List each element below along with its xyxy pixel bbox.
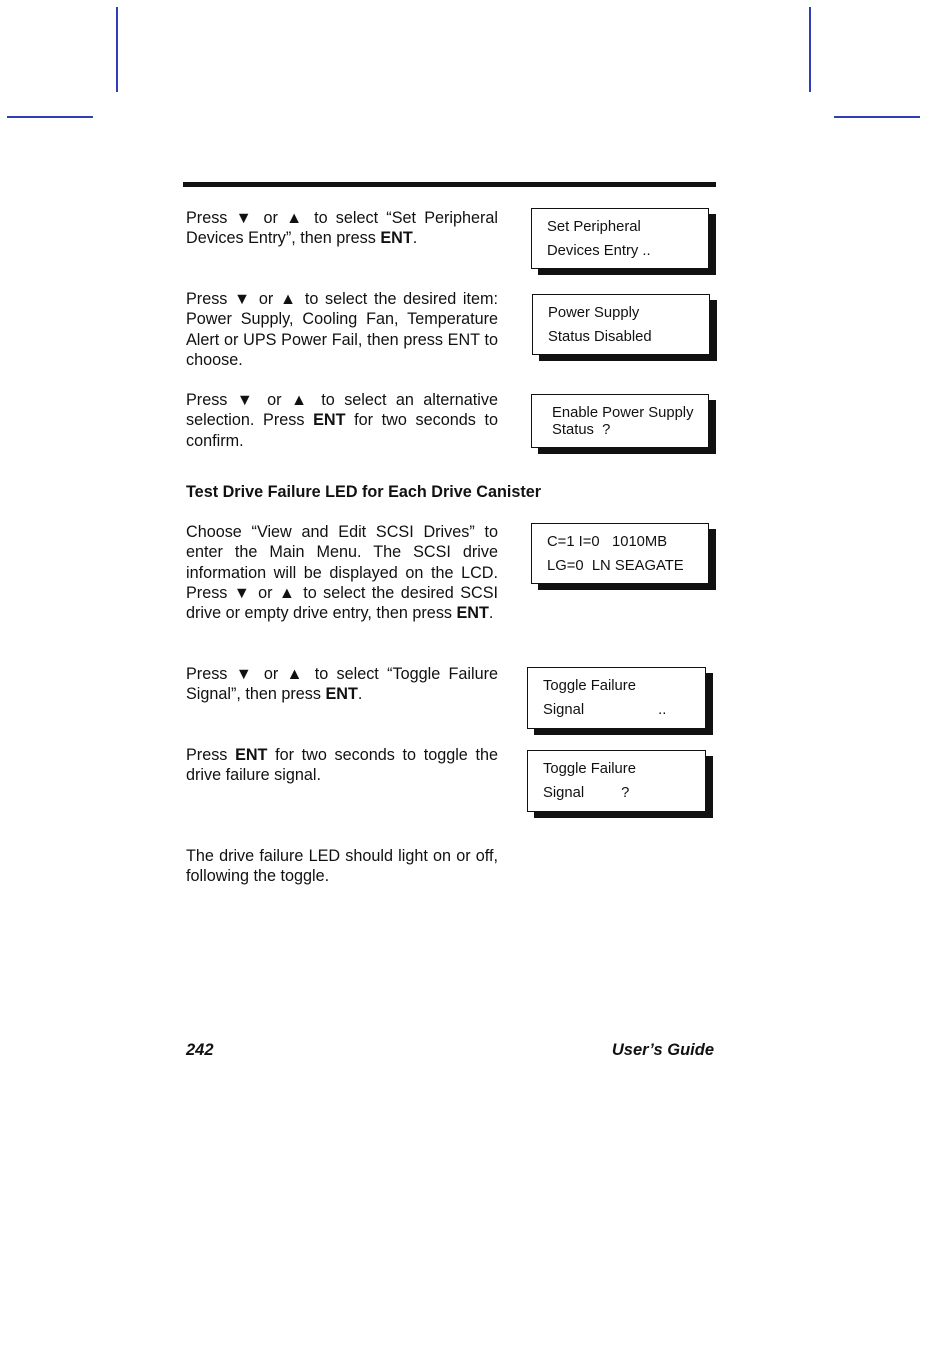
- instruction-select-toggle: Press ▼ or ▲ to select “Toggle Failure Signal”, then press ENT.: [186, 665, 498, 704]
- instruction-toggle-signal: Press ENT for two seconds to toggle the drive failure signal.: [186, 746, 498, 785]
- crop-mark-top-right-vertical: [809, 7, 811, 92]
- page-number: 242: [186, 1041, 214, 1059]
- lcd-line: C=1 I=0 1010MB: [547, 534, 668, 550]
- lcd-line: Set Peripheral: [547, 219, 641, 235]
- crop-mark-top-left-horizontal: [7, 116, 93, 118]
- crop-mark-top-left-vertical: [116, 7, 118, 92]
- lcd-line: Signal ?: [543, 785, 630, 801]
- section-heading: Test Drive Failure LED for Each Drive Canister: [186, 483, 542, 501]
- lcd-display: [532, 294, 710, 355]
- lcd-line: Power Supply: [548, 305, 640, 321]
- header-rule: [183, 182, 716, 187]
- crop-mark-top-right-horizontal: [834, 116, 920, 118]
- lcd-line: Enable Power Supply: [552, 405, 694, 421]
- lcd-display: [531, 523, 709, 584]
- lcd-line: LG=0 LN SEAGATE: [547, 558, 684, 574]
- guide-title: User’s Guide: [611, 1041, 714, 1059]
- lcd-line: Toggle Failure: [543, 678, 636, 694]
- lcd-display: [527, 667, 706, 729]
- lcd-display: [531, 208, 709, 269]
- lcd-display: [531, 394, 709, 448]
- closing-paragraph: The drive failure LED should light on or off, following the toggle.: [186, 847, 498, 886]
- lcd-line: Status Disabled: [548, 329, 652, 345]
- instruction-select-alternative: Press ▼ or ▲ to select an alternative selection. Press ENT for two seconds to confirm.: [186, 391, 498, 450]
- lcd-line: Status ?: [552, 422, 611, 438]
- lcd-line: Signal ..: [543, 702, 667, 718]
- instruction-select-peripheral: Press ▼ or ▲ to select “Set Peripheral Devices Entry”, then press ENT.: [186, 209, 498, 248]
- lcd-line: Toggle Failure: [543, 761, 636, 777]
- lcd-display: [527, 750, 706, 812]
- lcd-line: Devices Entry ..: [547, 243, 651, 259]
- instruction-view-scsi-drives: Choose “View and Edit SCSI Drives” to enter the Main Menu. The SCSI drive information will be displayed on the LCD. Press ▼ or ▲ to select the desired SCSI drive or empty drive entry, then press ENT.: [186, 523, 498, 623]
- instruction-select-item: Press ▼ or ▲ to select the desired item: Power Supply, Cooling Fan, Temperature Alert or UPS Power Fail, then press ENT to choose.: [186, 290, 498, 369]
